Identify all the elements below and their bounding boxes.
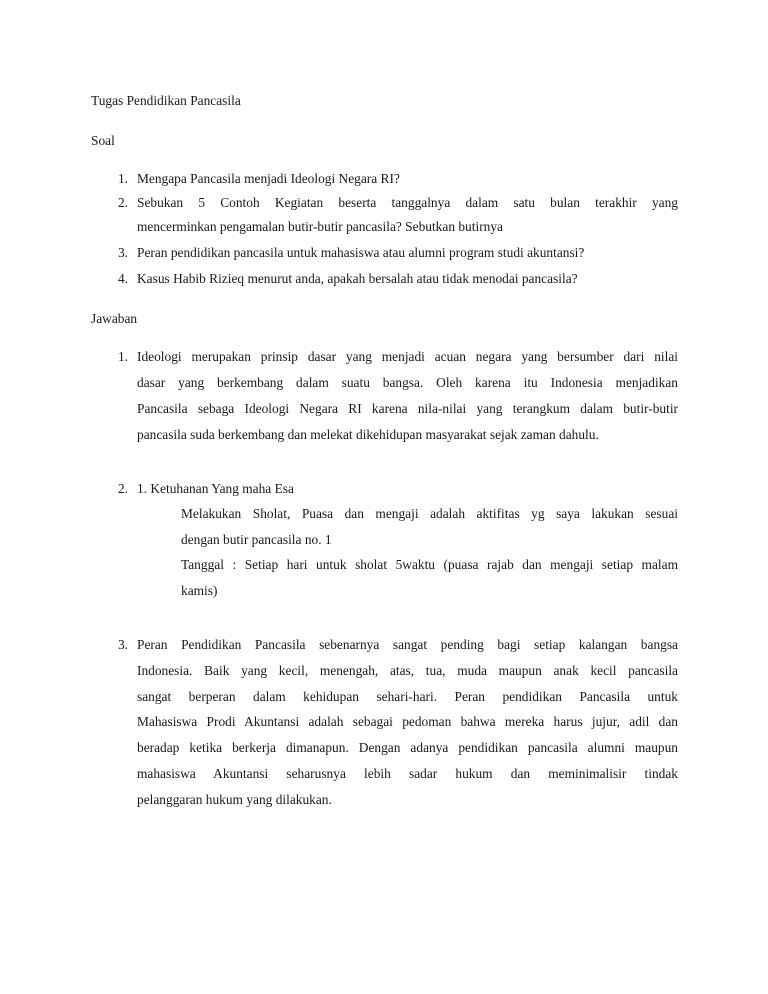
soal-number: 2. — [117, 195, 128, 210]
jawaban-sub-text: dengan butir pancasila no. 1 — [181, 532, 332, 547]
jawaban-sub-text: Melakukan Sholat, Puasa dan mengaji adalah aktifitas yg saya lakukan sesuai — [181, 506, 678, 521]
jawaban-text: pancasila suda berkembang dan melekat dikehidupan masyarakat sejak zaman dahulu. — [137, 427, 599, 442]
soal-number: 1. — [117, 171, 128, 186]
jawaban-text: Ideologi merupakan prinsip dasar yang menjadi acuan negara yang bersumber dari nilai — [137, 349, 678, 364]
jawaban-text: Peran Pendidikan Pancasila sebenarnya sangat pending bagi setiap kalangan bangsa — [137, 637, 678, 652]
soal-text: Kasus Habib Rizieq menurut anda, apakah bersalah atau tidak menodai pancasila? — [137, 271, 578, 286]
jawaban-text: Pancasila sebaga Ideologi Negara RI karena nila-nilai yang terangkum dalam butir-butir — [137, 401, 678, 416]
jawaban-text: mahasiswa Akuntansi seharusnya lebih sadar hukum dan meminimalisir tindak — [137, 766, 678, 781]
jawaban-number: 3. — [117, 637, 128, 652]
soal-heading: Soal — [91, 133, 115, 148]
jawaban-sub-text: kamis) — [181, 583, 218, 598]
jawaban-text: Indonesia. Baik yang kecil, menengah, atas, tua, muda maupun anak kecil pancasila — [137, 663, 678, 678]
jawaban-sub-text: Tanggal : Setiap hari untuk sholat 5waktu (puasa rajab dan mengaji setiap malam — [181, 557, 678, 572]
soal-text: mencerminkan pengamalan butir-butir pancasila? Sebutkan butirnya — [137, 219, 503, 234]
soal-number: 3. — [117, 245, 128, 260]
jawaban-text: pelanggaran hukum yang dilakukan. — [137, 792, 332, 807]
jawaban-number: 1. — [117, 349, 128, 364]
soal-text: Mengapa Pancasila menjadi Ideologi Negara RI? — [137, 171, 400, 186]
soal-number: 4. — [117, 271, 128, 286]
jawaban-text: sangat berperan dalam kehidupan sehari-hari. Peran pendidikan Pancasila untuk — [137, 689, 678, 704]
jawaban-text: 1. Ketuhanan Yang maha Esa — [137, 481, 294, 496]
jawaban-text: beradap ketika berkerja dimanapun. Dengan adanya pendidikan pancasila alumni maupun — [137, 740, 678, 755]
jawaban-number: 2. — [117, 481, 128, 496]
soal-text: Sebukan 5 Contoh Kegiatan beserta tanggalnya dalam satu bulan terakhir yang — [137, 195, 678, 210]
document-title: Tugas Pendidikan Pancasila — [91, 93, 241, 108]
jawaban-heading: Jawaban — [91, 311, 138, 326]
jawaban-text: dasar yang berkembang dalam suatu bangsa. Oleh karena itu Indonesia menjadikan — [137, 375, 678, 390]
soal-text: Peran pendidikan pancasila untuk mahasiswa atau alumni program studi akuntansi? — [137, 245, 585, 260]
jawaban-text: Mahasiswa Prodi Akuntansi adalah sebagai pedoman bahwa mereka harus jujur, adil dan — [137, 714, 678, 729]
